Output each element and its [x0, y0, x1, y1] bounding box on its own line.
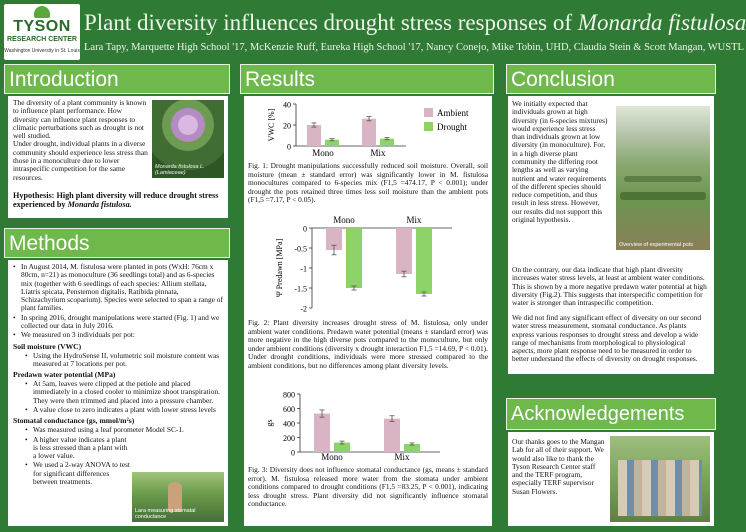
category-label: Mix — [406, 215, 422, 225]
team-photo — [610, 436, 710, 522]
logo-subtitle: RESEARCH CENTER — [6, 36, 77, 43]
methods-item: • We measured on 3 individuals per pot: — [13, 331, 223, 339]
bar-drought-mono — [346, 228, 362, 288]
category-label: Mix — [370, 148, 386, 158]
title-main: Plant diversity influences drought stress responses of — [84, 10, 578, 35]
methods-subitem: • Was measured using a leaf porometer Model SC-1. — [13, 426, 223, 434]
methods-heading: Methods — [4, 228, 230, 258]
category-label: Mono — [333, 215, 355, 225]
y-tick-label: -2 — [300, 304, 307, 314]
methods-subitem: • Using the HydroSense II, volumetric soil moisture content was measured at 7 locations per pot. — [13, 352, 223, 369]
y-tick-label: 0 — [303, 224, 307, 234]
y-axis-label: Ψ Predawn [MPa] — [275, 238, 284, 298]
authors: Lara Tapy, Marquette High School '17, McKenzie Ruff, Eureka High School '17, Nancy Conejo, Mike Tobin, UHD, Claudia Stein & Scott Mangan, WUSTL — [84, 42, 744, 53]
hypothesis-label: Hypothesis: High plant diversity will reduce drought stress experienced by — [13, 191, 219, 210]
category-label: Mono — [312, 148, 334, 158]
results-panel — [244, 96, 492, 526]
introduction-panel — [8, 96, 228, 218]
title-species: Monarda fistulosa — [577, 10, 746, 35]
fig2-caption: Fig. 2: Plant diversity increases drought stress of M. fistulosa, only under ambient water conditions. Predawn water potential (means ± standard error) was more negative in the high diverse pots compared to the monoculture, but only under ambient conditions (diversity x drought interaction F1,5 =14.69, P < 0.01). Under drought conditions, individuals were more stressed compared to the ambient conditions, but no differences among plant diversity levels. — [248, 318, 488, 370]
conclusion-panel — [508, 96, 714, 374]
conclusion-para2: On the contrary, our data indicate that high plant diversity increases water stress levels, at least at ambient water conditions. This is shown by a more negative predawn water potential at high diversity (Fig.2). This suggests that interspecific competition for water is stronger than intraspecific competition. — [512, 265, 707, 308]
methods-subitem: • A value close to zero indicates a plant with lower stress levels — [13, 406, 223, 414]
chart-stomatal — [244, 388, 492, 462]
monarda-photo — [152, 100, 224, 178]
y-tick-label: -1.5 — [294, 284, 307, 294]
y-tick-label: -1 — [300, 264, 307, 274]
bar-ambient-mono — [314, 414, 330, 452]
chart-soil-moisture — [244, 96, 492, 162]
logo-university: Washington University in St. Louis — [4, 48, 80, 54]
bar-ambient-mix — [362, 119, 376, 146]
methods-subitem: • We used a 2-way ANOVA to test for significant differences between treatments. — [13, 461, 131, 486]
fig1-caption: Fig. 1: Drought manipulations successfully reduced soil moisture. Overall, soil moisture (mean ± standard error) was significantly lower in M. fistulosa monocultures compared to 6-species mix (F1,5 =474.17, P < 0.001); under drought the pots retained three times less soil moisture than the ambient pots (F1,5 =7.17, P < 0.05). — [248, 161, 488, 205]
y-tick-label: 400 — [283, 419, 295, 429]
leaf-icon — [34, 6, 50, 18]
category-label: Mono — [321, 452, 343, 462]
legend-label: Ambient — [437, 108, 469, 118]
y-tick-label: 800 — [283, 390, 295, 400]
y-axis-label: gs — [265, 419, 274, 427]
conclusion-para1: We initially expected that individuals grown at high diversity (in 6-species mixtures) would experience less stress than individuals grown at low diversity (in monoculture). For, in a high diverse plant community the differing root lengths as well as varying nutrient and water requirements of the different species should reduce competition, and thus result in less stress. However, our results did not support this original hypothesis. — [512, 99, 608, 224]
introduction-heading: Introduction — [4, 64, 230, 94]
category-label: Mix — [394, 452, 410, 462]
bar-ambient-mono — [307, 125, 321, 146]
methods-item: • In spring 2016, drought manipulations were started (Fig. 1) and we collected our data in July 2016. — [13, 314, 223, 331]
results-heading: Results — [240, 64, 494, 94]
lara-photo-caption: Lara measuring stomatal conductance — [135, 508, 196, 520]
hypothesis-species: Monarda fistulosa. — [67, 200, 132, 210]
experimental-pots-photo — [616, 106, 710, 250]
monarda-photo-caption: Monarda fistulosa L. (Lamiaceae) — [155, 164, 205, 176]
methods-subitem: • A higher value indicates a plant is less stressed than a plant with a lower value. — [13, 436, 131, 461]
y-tick-label: 40 — [283, 100, 291, 110]
methods-panel — [8, 260, 228, 526]
chart-predawn — [244, 214, 492, 314]
logo-name: TYSON — [13, 18, 71, 35]
legend-swatch-ambient — [424, 108, 433, 117]
y-tick-label: 200 — [283, 434, 295, 443]
methods-subitem: • At 5am, leaves were clipped at the petiole and placed immediately in a closed cooler to minimize shoot transpiration. They were then trimmed and placed into a pressure chamber. — [13, 380, 223, 405]
conclusion-heading: Conclusion — [506, 64, 716, 94]
bar-drought-mix — [416, 228, 432, 294]
y-tick-label: 20 — [283, 121, 291, 131]
y-tick-label: 0 — [287, 142, 291, 152]
introduction-text: The diversity of a plant community is known to influence plant performance. How diversity can influence plant responses to climatic perturbations such as drought is not well studied. Under drought, individual plants in a diverse community should experience less stress than those in a monoculture due to lower intraspecific competition for the same resources. — [13, 98, 148, 182]
methods-item: • In August 2014, M. fistulosa were planted in pots (WxH: 76cm x 80cm, n=21) as monoculture (36 seedlings total) and as 6-species mix (together with 6 seedlings of each species: Allium stellata, Liatris spicata, Penstemon digitalis, Ratibida pinnata, Schizachyrium scoparium). Species were selected to span a range of plant families. — [13, 263, 223, 313]
lara-photo — [132, 472, 224, 522]
bar-ambient-mix — [396, 228, 412, 274]
y-axis-label: VWC [%] — [267, 108, 276, 142]
conclusion-para3: We did not find any significant effect of diversity on our second water stress measurement, stomatal conductance. As plants express various responses to drought stress and develop a wide range of mechanisms from morphological to physiological aspects, more plant response need to be measured in order to better understand the effects of diversity on drought responses. — [512, 313, 702, 364]
soil-moisture-heading: Soil moisture (VWC) — [13, 341, 82, 351]
acknowledgements-text: Our thanks goes to the Mangan Lab for all of their support. We would also like to thank the Tyson Research Center staff and the TERF program, especially TERF supervisor Susan Flowers. — [512, 437, 605, 496]
y-tick-label: 0 — [291, 448, 295, 458]
y-tick-label: 600 — [283, 405, 295, 414]
legend-label: Drought — [437, 122, 467, 132]
hypothesis — [13, 191, 225, 210]
acknowledgements-heading: Acknowledgements — [506, 398, 716, 430]
tyson-logo — [4, 4, 80, 60]
fig3-caption: Fig. 3: Diversity does not influence stomatal conductance (gs, means ± standard error). M. fistulosa released more water from the stomata under ambient conditions compared to drought conditions (F1,5 =83.25, P < 0.001), indicating less drought stress. Plant diversity did not significantly influence stomatal conductance. — [248, 465, 488, 509]
y-tick-label: -0.5 — [294, 244, 307, 254]
bar-ambient-mix — [384, 419, 400, 452]
legend-swatch-drought — [424, 122, 433, 131]
pots-photo-caption: Overview of experimental pots — [619, 242, 693, 248]
predawn-heading: Predawn water potential (MPa) — [13, 370, 116, 380]
stomatal-heading: Stomatal conductance (gs, mmol/m²s) — [13, 416, 135, 426]
poster-title — [84, 10, 746, 36]
acknowledgements-panel — [508, 432, 714, 526]
